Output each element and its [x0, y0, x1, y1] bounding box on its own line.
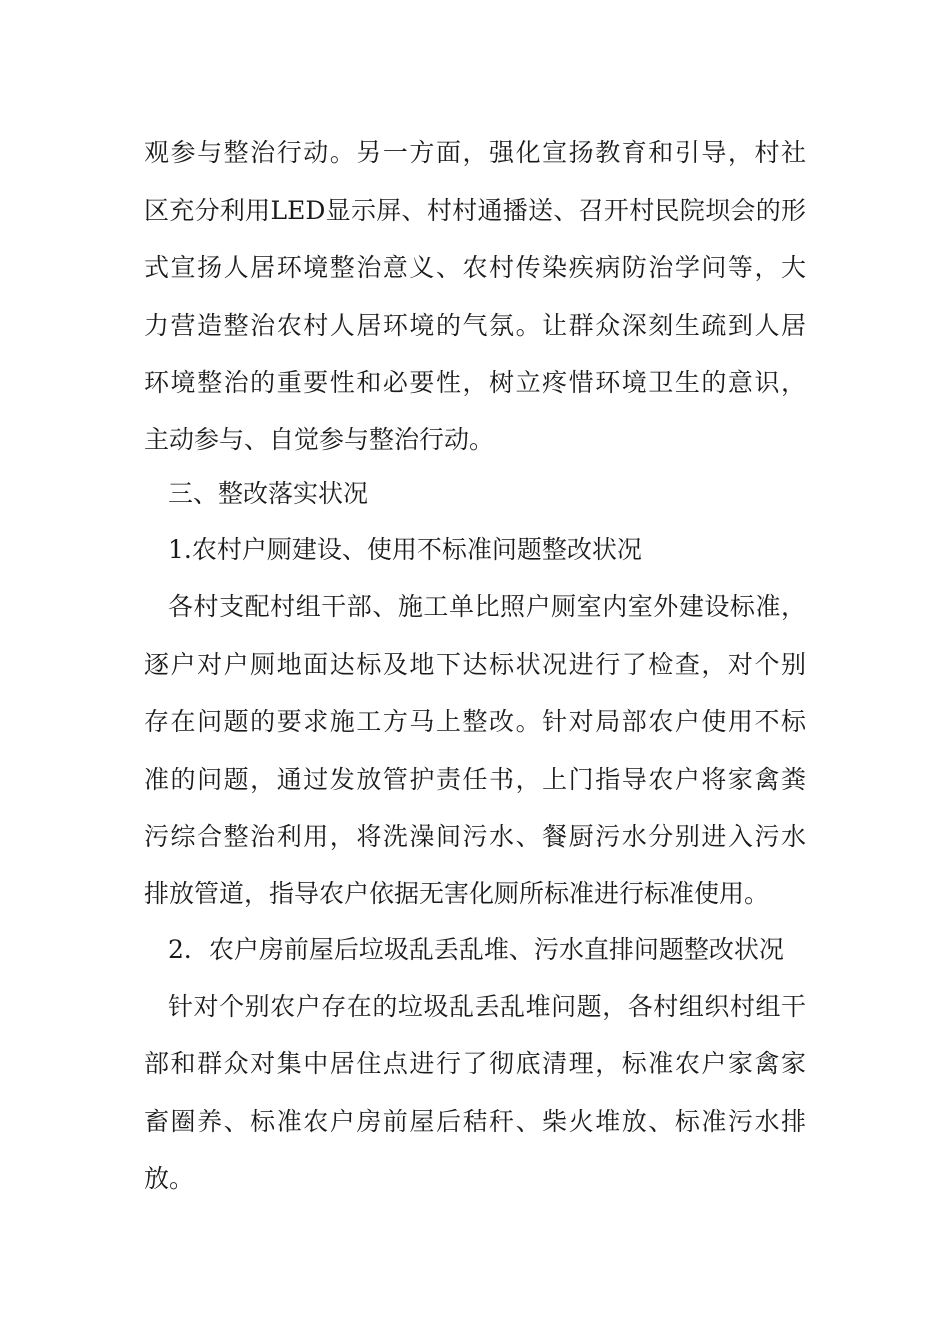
section-heading: 三、整改落实状况 [168, 479, 369, 508]
body-text-line: 污综合整治利用，将洗澡间污水、餐厨污水分别进入污水 [144, 822, 806, 851]
body-text-line: 畜圈养、标准农户房前屋后秸秆、柴火堆放、标准污水排 [144, 1107, 806, 1136]
body-text-line: 各村支配村组干部、施工单比照户厕室内室外建设标准， [168, 592, 806, 621]
body-text-line: 准的问题，通过发放管护责任书，上门指导农户将家禽粪 [144, 765, 806, 794]
body-text-line: 区充分利用LED显示屏、村村通播送、召开村民院坝会的形 [144, 196, 806, 225]
body-text-line: 力营造整治农村人居环境的气氛。让群众深刻生疏到人居 [144, 311, 806, 340]
body-text-line: 观参与整治行动。另一方面，强化宣扬教育和引导，村社 [144, 138, 806, 167]
body-text-line: 环境整治的重要性和必要性，树立疼惜环境卫生的意识， [144, 368, 806, 397]
body-text-line: 主动参与、自觉参与整治行动。 [144, 425, 495, 454]
body-text-line: 放。 [144, 1164, 195, 1193]
body-text-line: 逐户对户厕地面达标及地下达标状况进行了检查，对个别 [144, 650, 806, 679]
body-text-line: 式宣扬人居环境整治意义、农村传染疾病防治学问等，大 [144, 253, 806, 282]
subsection-heading: 2．农户房前屋后垃圾乱丢乱堆、污水直排问题整改状况 [168, 935, 784, 964]
body-text-line: 部和群众对集中居住点进行了彻底清理，标准农户家禽家 [144, 1049, 806, 1078]
subsection-heading: 1.农村户厕建设、使用不标准问题整改状况 [168, 535, 642, 564]
body-text-line: 存在问题的要求施工方马上整改。针对局部农户使用不标 [144, 707, 806, 736]
body-text-line: 针对个别农户存在的垃圾乱丢乱堆问题，各村组织村组干 [168, 992, 806, 1021]
body-text-line: 排放管道，指导农户依据无害化厕所标准进行标准使用。 [144, 879, 770, 908]
